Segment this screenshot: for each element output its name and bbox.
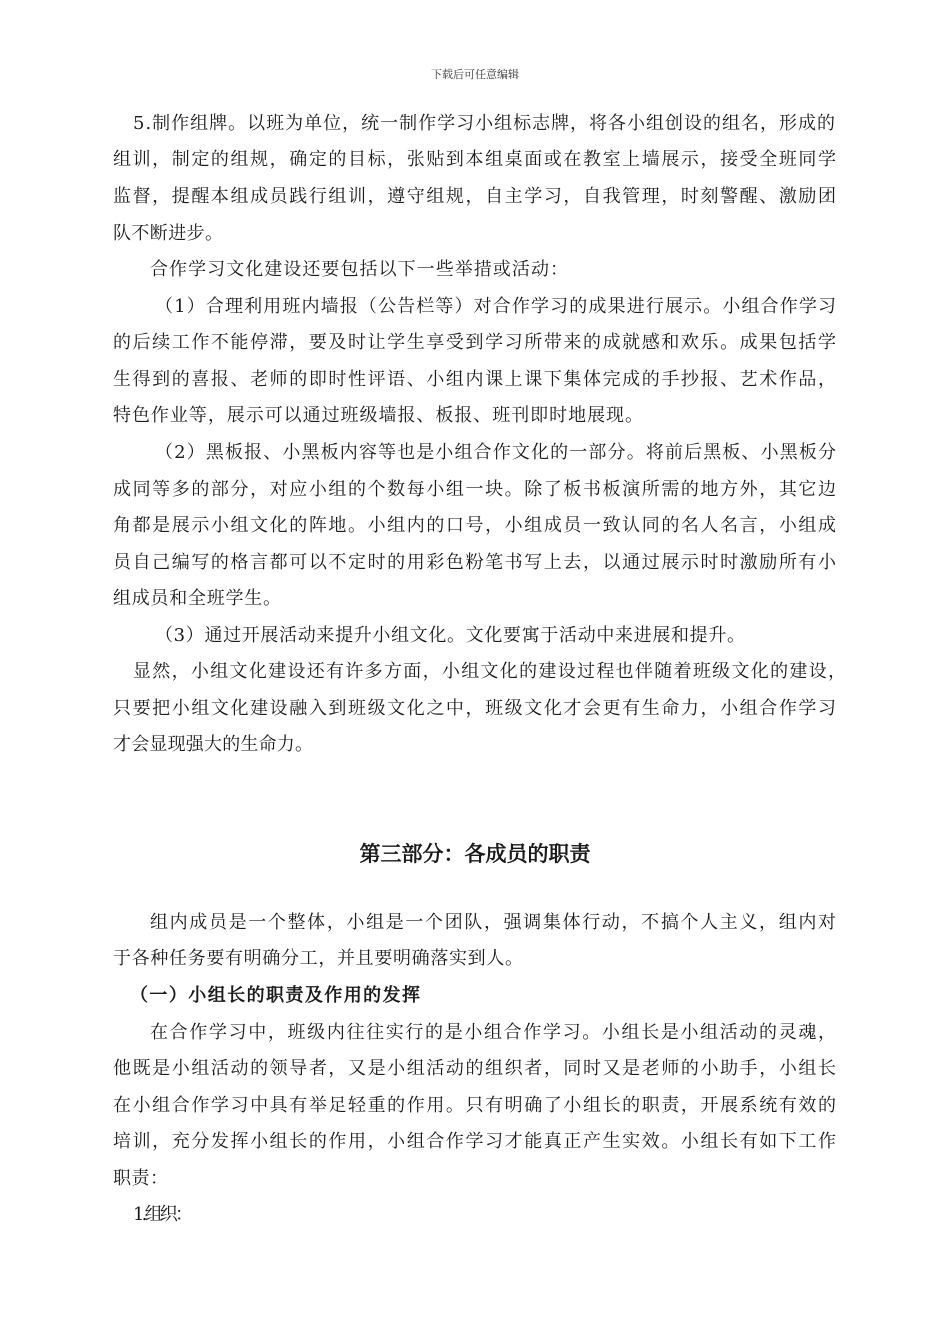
paragraph-text: 于各种任务要有明确分工，并且要明确落实到人。 bbox=[113, 948, 524, 969]
paragraph-text: 成同等多的部分，对应小组的个数每小组一块。除了板书板演所需的地方外，其它边 bbox=[113, 479, 838, 500]
section-heading: 第三部分：各成员的职责 bbox=[359, 842, 591, 866]
paragraph-text: 只要把小组文化建设融入到班级文化之中，班级文化才会更有生命力，小组合作学习 bbox=[113, 698, 838, 719]
paragraph-text: 合作学习文化建设还要包括以下一些举措或活动： bbox=[150, 259, 570, 280]
paragraph-text: 才会显现强大的生命力。 bbox=[113, 734, 314, 755]
paragraph-text: 生得到的喜报、老师的即时性评语、小组内课上课下集体完成的手抄报、艺术作品， bbox=[113, 369, 838, 390]
paragraph-text: 他既是小组活动的领导者，又是小组活动的组织者，同时又是老师的小助手，小组长 bbox=[113, 1058, 838, 1079]
paragraph-text: 组成员和全班学生。 bbox=[113, 588, 282, 609]
paragraph-text: 培训，充分发挥小组长的作用，小组合作学习才能真正产生实效。小组长有如下工作 bbox=[113, 1131, 838, 1152]
paragraph-text: 的后续工作不能停滞，要及时让学生享受到学习所带来的成就感和欢乐。成果包括学 bbox=[113, 332, 838, 353]
paragraph-text: （1）合理利用班内墙报（公告栏等）对合作学习的成果进行展示。小组合作学习 bbox=[155, 296, 838, 317]
paragraph-text: 职责： bbox=[113, 1168, 169, 1189]
paragraph-text: 1.组织： bbox=[133, 1204, 191, 1225]
paragraph-text: 组训，制定的组规，确定的目标，张贴到本组桌面或在教室上墙展示，接受全班同学 bbox=[113, 149, 838, 170]
paragraph-text: 特色作业等，展示可以通过班级墙报、板报、班刊即时地展现。 bbox=[113, 405, 644, 426]
paragraph-text: 员自己编写的格言都可以不定时的用彩色粉笔书写上去，以通过展示时时激励所有小 bbox=[113, 552, 838, 573]
paragraph-text: （3）通过开展活动来提升小组文化。文化要寓于活动中来进展和提升。 bbox=[155, 625, 746, 646]
paragraph-text: 在合作学习中，班级内往往实行的是小组合作学习。小组长是小组活动的灵魂， bbox=[150, 1022, 838, 1043]
paragraph-text: 角都是展示小组文化的阵地。小组内的口号，小组成员一致认同的名人名言，小组成 bbox=[113, 515, 838, 536]
paragraph-text: 5.制作组牌。以班为单位，统一制作学习小组标志牌，将各小组创设的组名，形成的 bbox=[133, 113, 836, 134]
page-header: 下载后可任意编辑 bbox=[431, 68, 519, 81]
paragraph-text: （2）黑板报、小黑板内容等也是小组合作文化的一部分。将前后黑板、小黑板分 bbox=[155, 442, 838, 463]
subsection-heading: （一）小组长的职责及作用的发挥 bbox=[130, 985, 422, 1006]
paragraph-text: 组内成员是一个整体，小组是一个团队，强调集体行动，不搞个人主义，组内对 bbox=[150, 912, 838, 933]
paragraph-text: 监督，提醒本组成员践行组训，遵守组规，自主学习，自我管理，时刻警醒、激励团 bbox=[113, 186, 838, 207]
paragraph-text: 在小组合作学习中具有举足轻重的作用。只有明确了小组长的职责，开展系统有效的 bbox=[113, 1095, 838, 1116]
paragraph-text: 队不断进步。 bbox=[113, 223, 224, 244]
paragraph-text: 显然，小组文化建设还有许多方面，小组文化的建设过程也伴随着班级文化的建设， bbox=[133, 661, 848, 682]
